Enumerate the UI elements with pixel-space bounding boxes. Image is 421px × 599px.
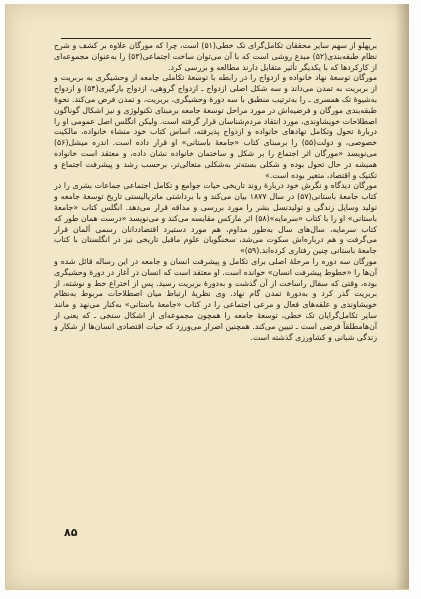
paragraph-2: مورگان توسعهٔ نهاد خانواده و ازدواج را در رابطه با توسعهٔ تکاملی جامعه از وحشیگری به بربریت و از بربریت به تمدن می‌داند و سه شکل اصلی ازدواج ـ ازدواج گروهی، ازدواج یارگیری(۵۴) و ازدواج به‌شیوهٔ تک همسری ـ را به‌ترتیب منطبق با سه دورهٔ وحشیگری، بربریت، و تمدن فرض می‌کند. نحوهٔ طبقه‌بندی مورگان و فرضیه‌اش در مورد مراحل توسعهٔ جامعه برمبنای تکنولوژی و نیز اشکال گوناگون اصطلاحات خویشاوندی، مورد انتقاد مردم‌شناسان قرار گرفته است. ولیکن انگلس اصل عمومی او را دربارهٔ تحول وتکامل نهادهای خانواده و ازدواج پذیرفته، اساس کتاب خود منشاء خانواده، مالکیت خصوصی، و دولت(۵۵) را برمبنای کتاب «جامعهٔ باستانی» او قرار داده است. اندره میشل(۵۶) می‌نویسد «مورگان اثر اجتماع را بر شکل و ساختمان خانواده نشان داده، و معتقد است خانواده همیشه در حال تحول بوده و شکلی بسته‌تر به‌شکلی متعالی‌تر، برحسب رشد و پیشرفت اجتماع و تکنیک و اقتصاد، متغیر بوده است.» bbox=[54, 73, 377, 180]
body-text bbox=[54, 41, 377, 343]
paragraph-3: مورگان دیدگاه و نگرش خود دربارهٔ روند تاریخی حیات جوامع و تکامل اجتماعی جماعات بشری را در کتاب جامعهٔ باستانی(۵۷) در سال ۱۸۷۷ بیان می‌کند و با برداشتی ماتریالیستی تاریخ توسعهٔ جامعه و تولید وسایل زندگی و تولیدنسل بشر را مورد بررسی و مداقه قرار می‌دهد. انگلس کتاب «جامعهٔ باستانی» او را با کتاب «سرمایه»(۵۸) اثر مارکس مقایسه می‌کند و می‌نویسد «درست همان طور که کتاب سرمایه، سال‌های سال به‌طور مداوم، هم مورد دستبرد اقتصاددانان رسمی آلمان قرار می‌گرفت و هم درباره‌اش سکوت می‌شد، سخنگویان علوم ماقبل تاریخی نیز در انگلستان با کتاب جامعهٔ باستانی چنین رفتاری کرده‌اند.(۵۹)» bbox=[54, 181, 377, 256]
page-number: ۸۵ bbox=[64, 526, 78, 539]
paragraph-1: برپهلو از سهم سایر محققان تکامل‌گرای تک خطی(۵۱) است، چرا که مورگان علاوه بر کشف و شرح نظام طبقه‌بندی(۵۲) مبدع روشی است که با آن می‌توان ساخت اجتماعی(۵۳) را به‌عنوان مجموعه‌ای از کارکردها که با یکدیگر تأثیر متقابل دارند مطالعه و بررسی کرد. bbox=[54, 41, 377, 72]
paragraph-4: مورگان سه دوره را مرحلهٔ اصلی برای تکامل و پیشرفت انسان و جامعه در این رساله قائل شده و آن‌ها را «خطوط پیشرفت انسان» خوانده است. او معتقد است که انسان در آغاز در دورهٔ وحشیگری بوده، وقتی که سفال راساخت از آن گذشت و به‌دورهٔ بربریت رسید. پس از اختراع خط و نوشته، از بربریت گذر کرد و به‌دورهٔ تمدن گام نهاد. وی نظریهٔ ارتباط میان اصطلاحات مربوط به‌نظام خویشاوندی و علقه‌های فعال و مرعی اجتماعی را در کتاب «جامعهٔ باستانی» به‌کنار می‌نهد و مانند سایر تکامل‌گرایان تک خطی، توسعهٔ جامعه را همچون مجموعه‌ای از اشکال سنخی ـ که یعنی از آن‌هامطلقاً فرضی است ـ تبیین می‌کند. همچنین اصرار می‌ورزد که حیات اقتصادی انسان‌ها از شکار و زندگی شبانی و کشاورزی گذشته است. bbox=[54, 256, 377, 342]
binding-shadow bbox=[395, 4, 409, 589]
header-rule bbox=[61, 38, 371, 39]
